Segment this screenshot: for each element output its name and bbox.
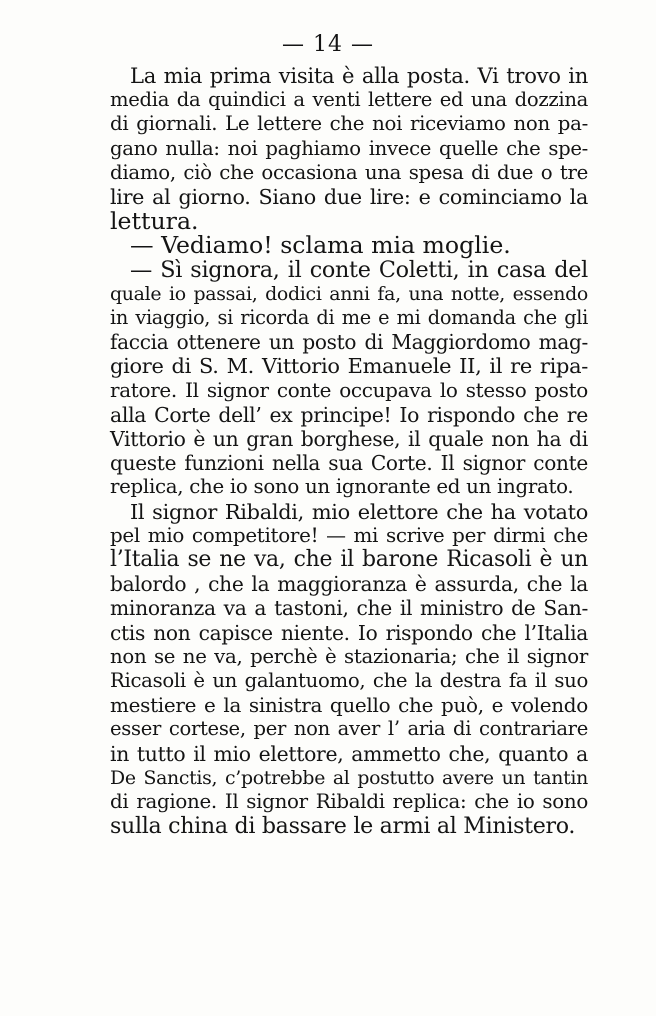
text-line: minoranza va a tastoni, che il ministro de San- — [110, 596, 588, 621]
text-line: quale io passai, dodici anni fa, una notte, essendo — [110, 282, 588, 305]
text-line: non se ne va, perchè è stazionaria; che il signor — [110, 644, 588, 668]
text-line: — Sì signora, il conte Coletti, in casa del — [130, 256, 588, 283]
text-line: l’Italia se ne va, che il barone Ricasoli è un — [110, 547, 588, 573]
text-line: lettura. — [110, 207, 199, 236]
text-line: queste funzioni nella sua Corte. Il signor conte — [110, 451, 588, 476]
text-line: sulla china di bassare le armi al Ministero. — [110, 813, 576, 840]
text-line: media da quindici a venti lettere ed una dozzina — [110, 88, 588, 112]
paragraph — [110, 231, 588, 260]
text-line: ratore. Il signor conte occupava lo stesso posto — [110, 378, 588, 402]
text-line: pel mio competitore! — mi scrive per dirmi che — [110, 523, 588, 547]
text-line: esser cortese, per non aver l’ aria di contrariare — [110, 717, 588, 741]
text-line: balordo , che la maggioranza è assurda, che la — [110, 572, 588, 597]
text-line: ctis non capisce niente. Io rispondo che l’Italia — [110, 620, 588, 645]
text-line: faccia ottenere un posto di Maggiordomo mag- — [110, 330, 588, 355]
text-line: diamo, ciò che occasiona una spesa di due o tre — [110, 160, 588, 184]
text-line: mestiere e la sinistra quello che può, e volendo — [110, 693, 588, 718]
text-line: di ragione. Il signor Ribaldi replica: che io sono — [110, 790, 588, 814]
text-line: Il signor Ribaldi, mio elettore che ha votato — [130, 499, 588, 524]
text-line: La mia prima visita è alla posta. Vi trovo in — [130, 63, 588, 88]
paragraph — [110, 500, 588, 839]
text-line: — Vediamo! sclama mia moglie. — [130, 231, 511, 260]
text-line: De Sanctis, c’potrebbe al postutto avere un tantin — [110, 766, 588, 789]
text-line: in tutto il mio elettore, ammetto che, quanto a — [110, 741, 588, 766]
text-line: gano nulla: noi paghiamo invece quelle che spe- — [110, 136, 588, 160]
paragraph — [110, 258, 588, 500]
text-line: Ricasoli è un galantuomo, che la destra fa il suo — [110, 669, 588, 693]
page-number: — 14 — — [282, 32, 374, 57]
paragraph — [110, 63, 588, 236]
text-line: giore di S. M. Vittorio Emanuele II, il re ripa- — [110, 354, 588, 379]
text-line: Vittorio è un gran borghese, il quale non ha di — [110, 427, 588, 452]
text-line: in viaggio, si ricorda di me e mi domanda che gli — [110, 306, 588, 330]
body-text — [110, 64, 588, 839]
text-line: di giornali. Le lettere che noi riceviamo non pa- — [110, 112, 588, 136]
text-line: replica, che io sono un ignorante ed un ingrato. — [110, 475, 574, 499]
text-line: alla Corte dell’ ex principe! Io rispondo che re — [110, 402, 588, 427]
text-line: lire al giorno. Siano due lire: e cominciamo la — [110, 185, 588, 210]
